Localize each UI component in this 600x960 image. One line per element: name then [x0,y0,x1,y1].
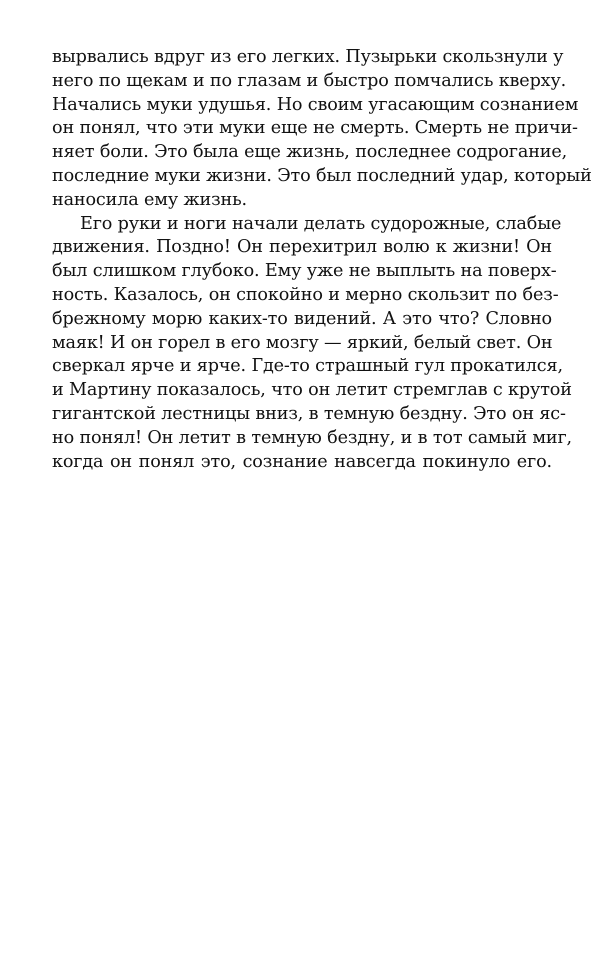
text-line: гигантской лестницы вниз, в темную бездну. Это он яс- [52,403,566,424]
text-line: когда он понял это, сознание навсегда покинуло его. [52,451,552,472]
text-line: и Мартину показалось, что он летит стремглав с крутой [52,380,572,401]
text-line: движения. Поздно! Он перехитрил волю к жизни! Он [52,237,552,258]
text-line: няет боли. Это была еще жизнь, последнее содрогание, [52,142,568,163]
paragraph-start-line: Его руки и ноги начали делать судорожные, слабые [80,213,562,234]
text-line: был слишком глубоко. Ему уже не выплыть на поверх- [52,261,557,282]
text-line: Начались муки удушья. Но своим угасающим сознанием [52,94,579,115]
text-line: сверкал ярче и ярче. Где-то страшный гул прокатился, [52,356,563,377]
text-line: маяк! И он горел в его мозгу — яркий, белый свет. Он [52,332,553,353]
text-line: ность. Казалось, он спокойно и мерно скользит по без- [52,284,559,305]
text-line: вырвались вдруг из его легких. Пузырьки скользнули у [52,47,564,67]
paragraph-end-line: наносила ему жизнь. [52,189,247,210]
text-block [52,46,592,474]
text-line: брежному морю каких-то видений. А это что? Словно [52,308,552,329]
text-line: последние муки жизни. Это был последний удар, который [52,165,592,186]
text-line: он понял, что эти муки еще не смерть. Смерть не причи- [52,118,578,139]
text-line: него по щекам и по глазам и быстро помчались кверху. [52,70,567,91]
text-line: но понял! Он летит в темную бездну, и в тот самый миг, [52,427,572,448]
